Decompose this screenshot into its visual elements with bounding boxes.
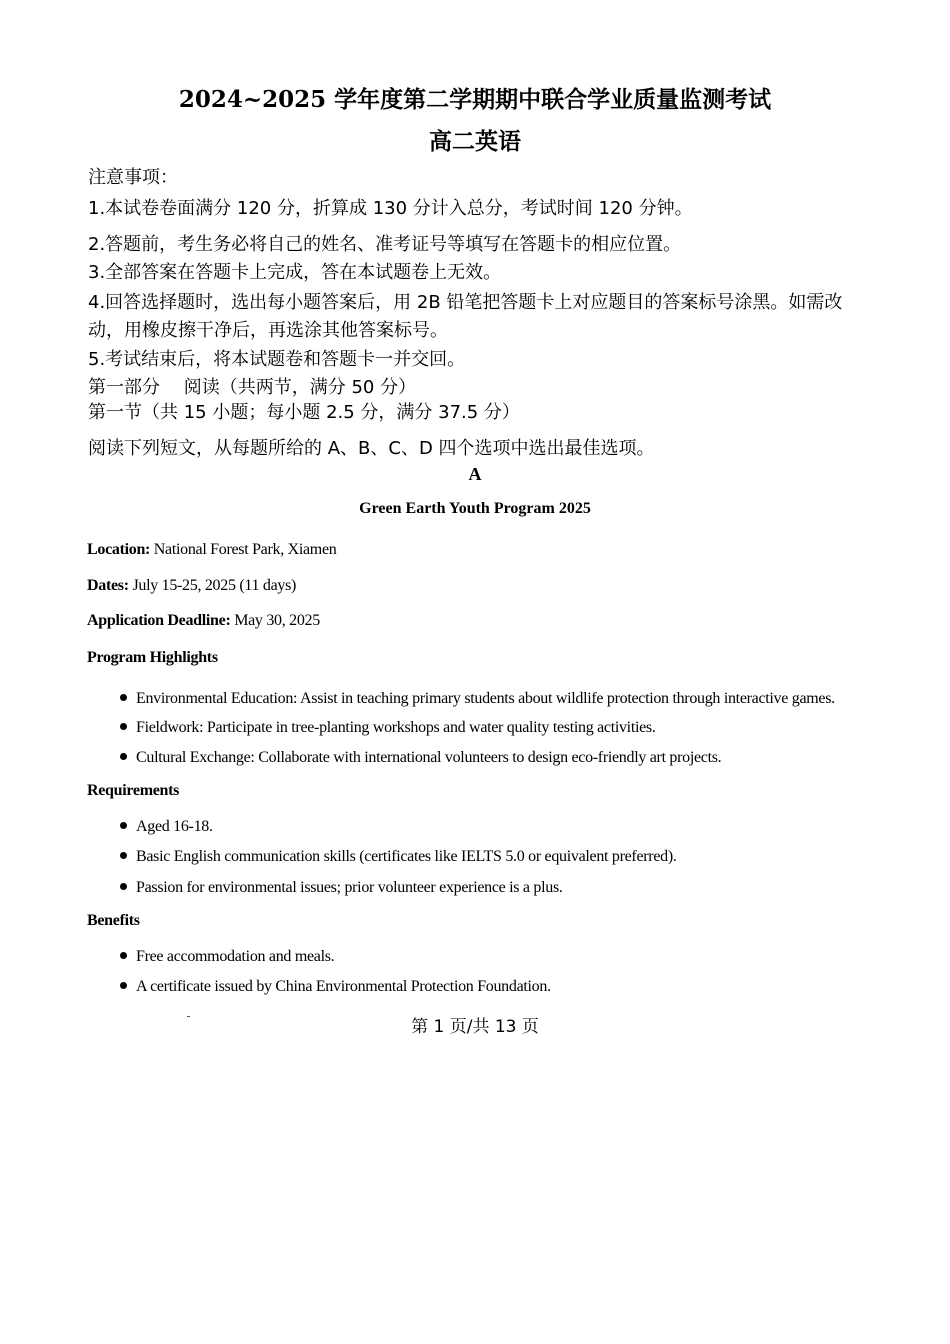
notice-heading: 注意事项： — [88, 167, 178, 188]
benefits-heading: Benefits — [87, 912, 140, 929]
bullet-icon — [120, 982, 127, 989]
bullet-icon — [120, 723, 127, 730]
passage-letter: A — [468, 464, 482, 484]
list-item: A certificate issued by China Environmental Protection Foundation. — [120, 978, 551, 996]
deadline-value: May 30, 2025 — [230, 612, 320, 629]
bullet-icon — [120, 753, 127, 760]
notice-item-3: 3.全部答案在答题卡上完成，答在本试题卷上无效。 — [88, 262, 502, 283]
deadline-line — [87, 612, 320, 630]
subsection-heading: 第一节（共 15 小题；每小题 2.5 分，满分 37.5 分） — [88, 402, 520, 423]
list-item: Basic English communication skills (certificates like IELTS 5.0 or equivalent preferred). — [120, 848, 677, 866]
location-line — [87, 541, 336, 559]
list-item: Cultural Exchange: Collaborate with international volunteers to design eco-friendly art projects. — [120, 749, 721, 767]
bullet-icon — [120, 952, 127, 959]
dates-label: Dates: — [87, 577, 129, 594]
notice-item-1: 1.本试卷卷面满分 120 分，折算成 130 分计入总分，考试时间 120 分钟。 — [88, 198, 693, 219]
exam-title: 2024~2025 学年度第二学期期中联合学业质量监测考试 — [178, 86, 772, 113]
list-item: Environmental Education: Assist in teaching primary students about wildlife protection through interactive games. — [120, 690, 835, 708]
highlights-heading: Program Highlights — [87, 649, 218, 666]
bullet-icon — [120, 822, 127, 829]
passage-title: Green Earth Youth Program 2025 — [359, 500, 591, 517]
location-value: National Forest Park, Xiamen — [150, 541, 337, 558]
list-item: Free accommodation and meals. — [120, 948, 334, 966]
notice-item-5: 5.考试结束后，将本试题卷和答题卡一并交回。 — [88, 349, 466, 370]
dates-value: July 15-25, 2025 (11 days) — [128, 577, 297, 594]
bullet-icon — [120, 883, 127, 890]
notice-item-2: 2.答题前，考生务必将自己的姓名、准考证号等填写在答题卡的相应位置。 — [88, 234, 682, 255]
notice-item-4: 4.回答选择题时，选出每小题答案后，用 2B 铅笔把答题卡上对应题目的答案标号涂黑。如需改动，用橡皮擦干净后，再选涂其他答案标号。 — [88, 292, 843, 341]
dates-line — [87, 577, 296, 595]
bullet-icon — [120, 694, 127, 701]
requirements-heading: Requirements — [87, 782, 180, 799]
list-item: Fieldwork: Participate in tree-planting workshops and water quality testing activities. — [120, 719, 656, 737]
subject-title: 高二英语 — [429, 128, 521, 155]
part-heading: 第一部分 阅读（共两节，满分 50 分） — [88, 377, 417, 398]
list-item: Passion for environmental issues; prior volunteer experience is a plus. — [120, 879, 563, 897]
list-item: Aged 16-18. — [120, 818, 213, 836]
bullet-icon — [120, 852, 127, 859]
deadline-label: Application Deadline: — [87, 612, 231, 629]
page-number: 第 1 页/共 13 页 — [411, 1017, 539, 1037]
location-label: Location: — [87, 541, 151, 558]
instruction-text: 阅读下列短文，从每题所给的 A、B、C、D 四个选项中选出最佳选项。 — [88, 438, 655, 459]
